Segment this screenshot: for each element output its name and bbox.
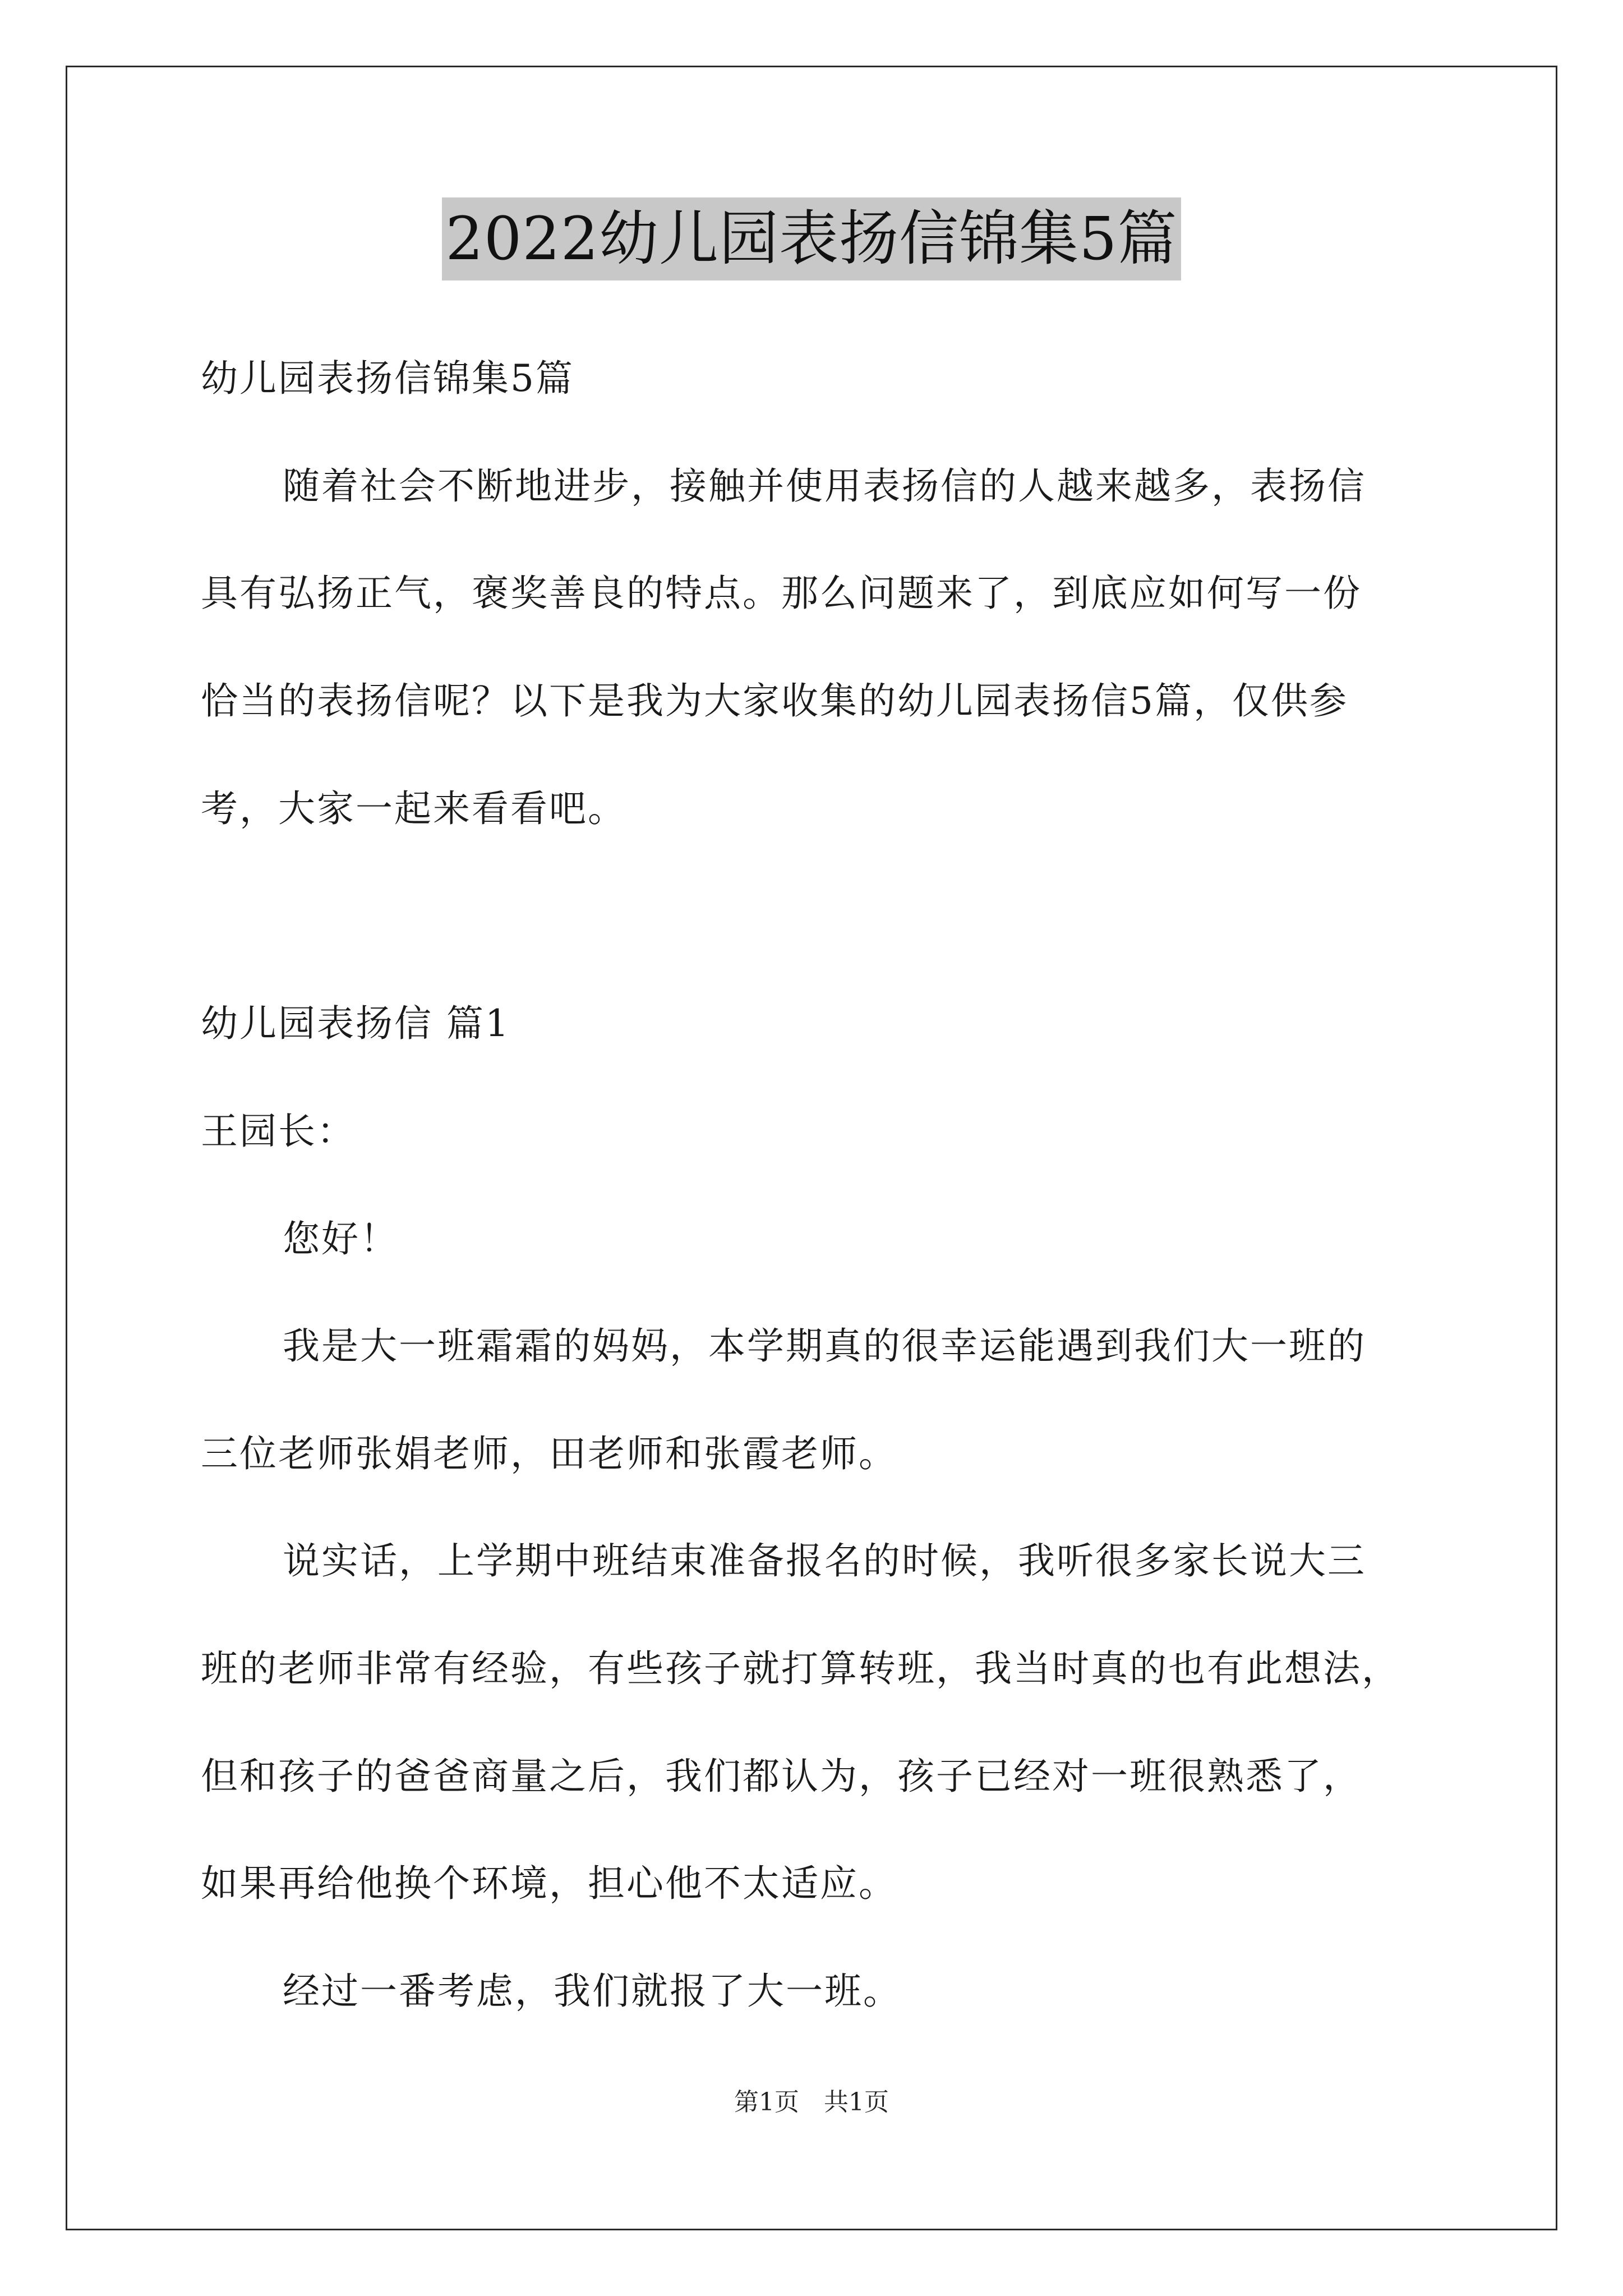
intro-line-4: 考，大家一起来看看吧。 [201, 787, 626, 830]
para1-line-1: 我是大一班霜霜的妈妈，本学期真的很幸运能遇到我们大一班的 [283, 1324, 1366, 1368]
para2-line-1: 说实话，上学期中班结束准备报名的时候，我听很多家长说大三 [283, 1539, 1366, 1582]
para1-line-2: 三位老师张娟老师，田老师和张霞老师。 [201, 1432, 897, 1475]
salutation: 王园长： [201, 1110, 356, 1153]
greeting: 您好！ [283, 1217, 399, 1260]
para2-line-2: 班的老师非常有经验，有些孩子就打算转班，我当时真的也有此想法， [201, 1647, 1400, 1690]
document-subtitle: 幼儿园表扬信锦集5篇 [201, 357, 574, 400]
title-container [0, 197, 1623, 280]
para3: 经过一番考虑，我们就报了大一班。 [283, 1970, 902, 2013]
page-footer: 第1页 共1页 [734, 2088, 889, 2116]
intro-line-2: 具有弘扬正气，褒奖善良的特点。那么问题来了，到底应如何写一份 [201, 572, 1362, 615]
section-heading: 幼儿园表扬信 篇1 [201, 1002, 510, 1045]
intro-line-1: 随着社会不断地进步，接触并使用表扬信的人越来越多，表扬信 [283, 464, 1366, 508]
document-title: 2022幼儿园表扬信锦集5篇 [442, 197, 1181, 280]
para2-line-3: 但和孩子的爸爸商量之后，我们都认为，孩子已经对一班很熟悉了， [201, 1755, 1362, 1798]
para2-line-4: 如果再给他换个环境，担心他不太适应。 [201, 1862, 897, 1905]
intro-line-3: 恰当的表扬信呢？以下是我为大家收集的幼儿园表扬信5篇，仅供参 [201, 679, 1348, 723]
